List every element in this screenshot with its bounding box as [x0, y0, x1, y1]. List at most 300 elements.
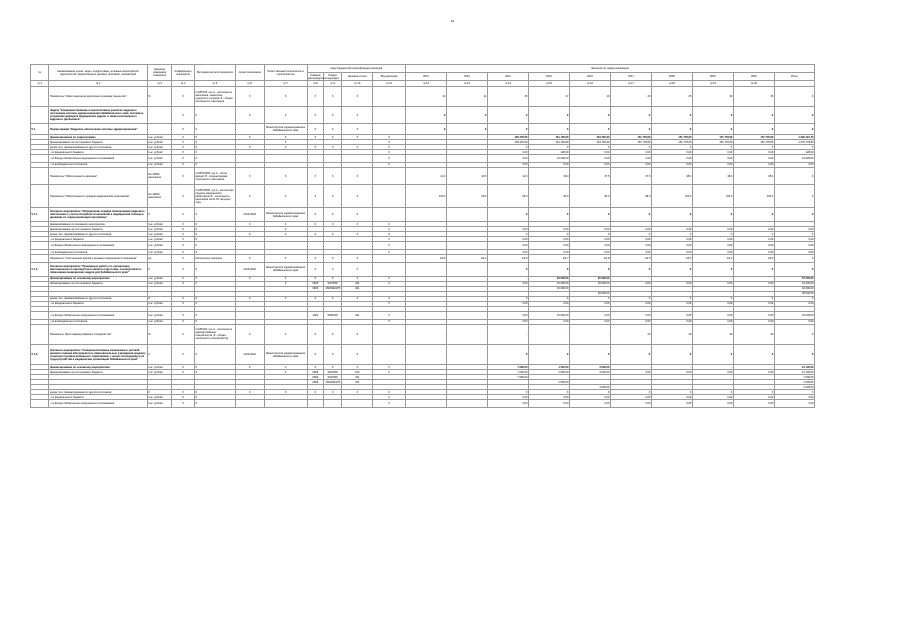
column-number: гр.7 [264, 81, 307, 87]
row-coefficient: Х [172, 296, 195, 301]
row-method: Х [194, 155, 235, 163]
row-year-value: 1/2,4 [446, 255, 487, 263]
row-grbs: Х [307, 185, 323, 208]
row-coefficient: Х [172, 395, 195, 400]
row-coefficient: Х [172, 365, 195, 370]
row-coefficient: Х [172, 145, 195, 150]
row-method: Х [194, 296, 235, 301]
row-year-value: 98,0 [610, 185, 651, 208]
table-row [31, 311, 815, 319]
row-year-value: Х [487, 232, 528, 237]
header-section: Раздел подраздел [324, 73, 342, 81]
row-year-value: 0,00 [733, 162, 774, 167]
row-year-value: 40 [651, 324, 692, 344]
row-year-value: 0,00 [487, 162, 528, 167]
row-year-value: 40 [692, 324, 733, 344]
row-year-value: Х [528, 232, 569, 237]
row-term [235, 400, 264, 408]
row-year-value: 159 378,60 [487, 135, 528, 140]
row-year-value: Х [528, 145, 569, 150]
row-total: 0,00 [774, 242, 814, 250]
row-year-value: 0,00 [651, 162, 692, 167]
row-name: Основное мероприятие "Определение порядка планирования кадрового обеспечения с учетом потребности населения в медицинской помощи в динамике по годам реализации программы" [49, 208, 147, 222]
row-coefficient: Х [172, 124, 195, 135]
row-name: - из федерального бюджета [49, 395, 147, 400]
row-year-value: 0,00 [692, 400, 733, 408]
row-vr: Х [373, 155, 406, 163]
row-year-value: Х [528, 208, 569, 222]
row-csr [342, 400, 373, 408]
row-year-value: 0,00 [651, 281, 692, 286]
row-unit: тыс. рублей [147, 155, 172, 163]
row-year-value: 0,00 [651, 242, 692, 250]
row-csr: 321 [342, 281, 373, 286]
column-number: гр.8 [307, 81, 323, 87]
row-method: Х [194, 344, 235, 364]
row-vr: Х [373, 150, 406, 155]
row-method: Х [194, 319, 235, 324]
row-year-value: 38,3 [692, 167, 733, 184]
row-coefficient: Х [172, 281, 195, 286]
row-section: Х [324, 255, 342, 263]
row-year-value: 0,00 [651, 155, 692, 163]
row-year-value: 0,00 [692, 370, 733, 375]
row-coefficient: Х [172, 227, 195, 232]
row-year-value: - [692, 365, 733, 370]
row-year-value: 19 [569, 87, 610, 107]
row-year-value: Х [446, 107, 487, 124]
row-number: 5.1.1. [31, 208, 49, 222]
row-total: 1 076 778,80 [774, 140, 814, 145]
row-method: Х [194, 262, 235, 276]
row-coefficient: Х [172, 140, 195, 145]
row-coefficient: Х [172, 262, 195, 276]
row-responsible: Министерство здравоохранения Забайкальского края [264, 208, 307, 222]
row-coefficient: Х [172, 87, 195, 107]
row-unit: На 10000 населения [147, 185, 172, 208]
row-vr: Х [373, 250, 406, 255]
row-grbs: 0909 [307, 375, 323, 380]
row-year-value: 0,00 [733, 311, 774, 319]
row-unit: Х [147, 390, 172, 395]
row-year-value: 38,3 [651, 167, 692, 184]
row-grbs [307, 155, 323, 163]
row-year-value: Х [528, 344, 569, 364]
row-year-value: 1/3,0 [692, 255, 733, 263]
row-total: 12 100,00 [774, 370, 814, 375]
row-year-value: Х [569, 208, 610, 222]
row-grbs: Х [307, 145, 323, 150]
row-term: Х [235, 167, 264, 184]
row-year-value: 0,00 [733, 395, 774, 400]
row-number [31, 87, 49, 107]
row-csr: 321 [342, 286, 373, 291]
row-year-value: 0,00 [569, 319, 610, 324]
row-year-value: Х [610, 208, 651, 222]
row-name: Задача "Совершенствование и перспективное развитие кадрового потенциала системы здравоохранения Забайкальского края, поэтапное устранение дефицита медицинских кадров, а также регионального кадрового дисбаланса" [49, 107, 147, 124]
row-year-value: Х [569, 262, 610, 276]
column-number: гр.20 [733, 81, 774, 87]
row-year-value: 151 778,60 [692, 140, 733, 145]
row-csr: Х [342, 222, 373, 227]
row-term: Х [235, 135, 264, 140]
row-vr [373, 344, 406, 364]
row-year-value: Х [528, 296, 569, 301]
row-total: 14 000,00 [774, 155, 814, 163]
header-year: 2014 [487, 73, 528, 81]
row-responsible: Х [264, 324, 307, 344]
row-year-value: 151 778,60 [692, 135, 733, 140]
row-number [31, 185, 49, 208]
row-coefficient: Х [172, 311, 195, 319]
row-csr: Х [342, 296, 373, 301]
row-responsible: Х [264, 167, 307, 184]
row-grbs [307, 242, 323, 250]
row-year-value: Х [487, 296, 528, 301]
row-unit: тыс. рублей [147, 400, 172, 408]
row-coefficient: Х [172, 208, 195, 222]
row-year-value: 1/2,6 [487, 255, 528, 263]
row-year-value: 0,00 [733, 301, 774, 306]
column-number: гр.14 [487, 81, 528, 87]
row-year-value: Х [487, 124, 528, 135]
row-csr: 321 [342, 380, 373, 385]
row-year-value: 0,00 [610, 150, 651, 155]
row-unit [147, 107, 172, 124]
row-year-value: 0,00 [651, 250, 692, 255]
row-grbs: 0909 [307, 286, 323, 291]
row-year-value: Х [528, 107, 569, 124]
row-year-value: Х [692, 262, 733, 276]
row-year-value: - [487, 276, 528, 281]
row-number [31, 242, 49, 250]
row-year-value: 0,00 [651, 319, 692, 324]
row-year-value: 0,00 [610, 250, 651, 255]
row-number [31, 107, 49, 124]
row-year-value: 151 778,60 [733, 140, 774, 145]
row-grbs [307, 400, 323, 408]
row-section: Х [324, 185, 342, 208]
row-year-value: Х [610, 296, 651, 301]
row-year-value: 0,00 [487, 250, 528, 255]
program-table [30, 64, 815, 408]
row-year-value: Х [569, 107, 610, 124]
row-year-value: 0,00 [528, 242, 569, 250]
row-method: Х [194, 227, 235, 232]
header-year: 2016 [569, 73, 610, 81]
row-name: Подпрограмма "Кадровое обеспечение системы здравоохранения" [49, 124, 147, 135]
row-year-value: 42,0 [406, 167, 447, 184]
row-unit: тыс. рублей [147, 250, 172, 255]
row-vr: Х [373, 227, 406, 232]
row-name: - из внебюджетных источников [49, 250, 147, 255]
row-year-value: 11 [446, 87, 487, 107]
row-grbs: Х [307, 208, 323, 222]
row-year-value: 0,00 [733, 319, 774, 324]
row-vr [373, 124, 406, 135]
row-year-value: 161 165,80 [528, 140, 569, 145]
row-total: 1 500,00 [774, 380, 814, 385]
row-unit: На 10000 населения [147, 167, 172, 184]
row-vr: Х [373, 281, 406, 286]
row-year-value: Х [528, 124, 569, 135]
row-year-value: Х [733, 107, 774, 124]
row-year-value: Х [651, 107, 692, 124]
row-unit: тыс. рублей [147, 135, 172, 140]
table-row [31, 255, 815, 263]
row-method: Х [194, 390, 235, 395]
row-year-value: 151 778,60 [733, 135, 774, 140]
column-number: гр.12 [406, 81, 447, 87]
row-csr: Х [342, 390, 373, 395]
row-unit: тыс. рублей [147, 311, 172, 319]
row-csr: 321 [342, 375, 373, 380]
row-vr [373, 185, 406, 208]
row-year-value: 42,0 [487, 167, 528, 184]
row-year-value: 37,5 [610, 167, 651, 184]
header-year: 2019 [692, 73, 733, 81]
row-method: Х [194, 400, 235, 408]
row-term: 2014-2020 [235, 344, 264, 364]
row-total: Х [774, 185, 814, 208]
row-year-value: Х [610, 145, 651, 150]
row-vr: Х [373, 276, 406, 281]
row-year-value: 0,00 [569, 395, 610, 400]
row-name: финансирование за счет краевого бюджета [49, 227, 147, 232]
row-year-value: Х [406, 107, 447, 124]
row-year-value: 0,00 [733, 250, 774, 255]
row-grbs: Х [307, 222, 323, 227]
row-year-value: 3 000,00 [569, 365, 610, 370]
row-year-value: 159 378,60 [487, 140, 528, 145]
row-year-value: 0,00 [651, 370, 692, 375]
row-name: Показатель "Соотношение врачей и среднего медицинского персонала" [49, 255, 147, 263]
column-number: гр.6 [235, 81, 264, 87]
row-year-value: 0,00 [487, 227, 528, 232]
row-year-value [406, 242, 447, 250]
row-year-value: 0,00 [487, 400, 528, 408]
row-year-value: 0,00 [610, 162, 651, 167]
row-term: 2014-2020 [235, 262, 264, 276]
row-vr: Х [373, 370, 406, 375]
row-year-value: Х [610, 390, 651, 395]
row-year-value: 0,00 [528, 162, 569, 167]
row-method: Х [194, 395, 235, 400]
header-year: 2018 [651, 73, 692, 81]
row-total: Х [774, 324, 814, 344]
row-responsible [264, 242, 307, 250]
row-year-value: Х [651, 232, 692, 237]
row-year-value: 161 165,80 [528, 135, 569, 140]
row-year-value [406, 208, 447, 222]
row-year-value: Х [692, 208, 733, 222]
row-year-value: 0,00 [733, 400, 774, 408]
row-year-value: 99,4 [446, 185, 487, 208]
row-year-value: 0,00 [651, 237, 692, 242]
row-total: 41 000,00 [774, 281, 814, 286]
row-total: 0,00 [774, 400, 814, 408]
row-vr: Х [373, 232, 406, 237]
row-term [235, 155, 264, 163]
row-year-value: 151 778,60 [610, 135, 651, 140]
row-grbs: Х [307, 87, 323, 107]
row-year-value: 0,00 [569, 301, 610, 306]
row-year-value: Х [487, 262, 528, 276]
row-year-value: Х [528, 262, 569, 276]
header-name: Наименование целей, задач, подпрограмм, основных мероприятий, мероприятий, ведомственных целевых программ, показателей [49, 65, 147, 81]
row-year-value: 0,00 [610, 301, 651, 306]
row-number [31, 155, 49, 163]
row-year-value: 0,00 [610, 319, 651, 324]
row-year-value: 0,00 [610, 237, 651, 242]
row-year-value: 25 000,00 [569, 291, 610, 296]
row-year-value: Х [446, 124, 487, 135]
row-year-value: Х [610, 262, 651, 276]
row-year-value: Х [733, 262, 774, 276]
row-year-value: 20 [610, 87, 651, 107]
row-year-value: 45 [733, 87, 774, 107]
program-table-sheet [30, 64, 815, 408]
row-number [31, 311, 49, 319]
row-responsible: Х [264, 222, 307, 227]
row-year-value: Х [569, 145, 610, 150]
row-year-value: 0,00 [487, 281, 528, 286]
row-year-value: 7 600,00 [487, 365, 528, 370]
row-method: Х [194, 135, 235, 140]
row-year-value: Х [733, 232, 774, 237]
row-year-value: 0,00 [651, 301, 692, 306]
row-year-value: 14 000,00 [528, 155, 569, 163]
row-year-value: 0,00 [610, 395, 651, 400]
row-year-value [446, 344, 487, 364]
row-csr: Х [342, 262, 373, 276]
row-year-value: Х [610, 232, 651, 237]
row-year-value [446, 262, 487, 276]
row-year-value: 0,00 [487, 155, 528, 163]
row-year-value: 0,00 [528, 227, 569, 232]
row-year-value: 0,00 [692, 311, 733, 319]
row-coefficient: Х [172, 150, 195, 155]
row-csr: Х [342, 324, 373, 344]
row-method: Х [194, 124, 235, 135]
row-year-value: Х [651, 390, 692, 395]
header-year: 2013 [446, 73, 487, 81]
row-year-value: Х [569, 344, 610, 364]
row-vr [373, 208, 406, 222]
row-year-value: 0,00 [569, 250, 610, 255]
row-term: Х [235, 276, 264, 281]
table-row [31, 155, 815, 163]
row-section [324, 155, 342, 163]
row-total: 16 000,00 [774, 286, 814, 291]
row-vr: Х [373, 390, 406, 395]
row-year-value: Х [610, 124, 651, 135]
row-responsible: Х [264, 135, 307, 140]
row-year-value: 0,00 [733, 281, 774, 286]
row-year-value: 164 706,30 [569, 135, 610, 140]
row-coefficient: Х [172, 222, 195, 227]
row-year-value: Х [692, 107, 733, 124]
row-name: финансирование за счет краевого бюджета [49, 281, 147, 286]
row-year-value: 20 [610, 324, 651, 344]
table-header [31, 65, 815, 87]
row-year-value: Х [733, 390, 774, 395]
row-section: Х [324, 222, 342, 227]
row-year-value: 0,00 [610, 242, 651, 250]
row-vr: Х [373, 311, 406, 319]
row-year-value: Х [692, 390, 733, 395]
row-section: Х [324, 232, 342, 237]
row-coefficient: Х [172, 232, 195, 237]
row-unit: тыс. рублей [147, 370, 172, 375]
row-year-value: 0,00 [528, 301, 569, 306]
row-year-value: 0,00 [569, 242, 610, 250]
row-year-value: 0,00 [569, 400, 610, 408]
row-year-value [446, 208, 487, 222]
row-unit: тыс. рублей [147, 222, 172, 227]
row-year-value: Х [692, 296, 733, 301]
row-csr: Х [342, 124, 373, 135]
row-responsible: Министерство здравоохранения Забайкальского края [264, 344, 307, 364]
row-responsible [264, 400, 307, 408]
row-term: Х [235, 107, 264, 124]
row-year-value: 0,00 [487, 311, 528, 319]
row-total: Х [774, 107, 814, 124]
table-row [31, 262, 815, 276]
row-year-value: Х [569, 390, 610, 395]
row-responsible: Х [264, 296, 307, 301]
row-name: кроме того, финансирование из других источников: [49, 296, 147, 301]
row-responsible: Министерство здравоохранения Забайкальского края [264, 124, 307, 135]
row-year-value: - [528, 324, 569, 344]
row-year-value: 38,3 [733, 167, 774, 184]
header-values: Значения по годам реализации [406, 65, 815, 73]
row-year-value: 1/2,7 [528, 255, 569, 263]
row-unit: % [147, 324, 172, 344]
row-grbs: Х [307, 232, 323, 237]
row-name: Показатель "Обеспеченность врачами" [49, 167, 147, 184]
row-year-value: 0,00 [733, 227, 774, 232]
row-grbs: 0909 [307, 281, 323, 286]
column-number: гр.10 [342, 81, 373, 87]
row-year-value: 0,00 [610, 370, 651, 375]
row-section: Х [324, 296, 342, 301]
row-responsible [264, 311, 307, 319]
row-coefficient: Х [172, 370, 195, 375]
row-method: Х [194, 311, 235, 319]
column-number: гр.5 [194, 81, 235, 87]
row-year-value [406, 311, 447, 319]
row-csr: Х [342, 145, 373, 150]
row-responsible: Х [264, 255, 307, 263]
row-year-value: 0,00 [569, 150, 610, 155]
row-vr: Х [373, 301, 406, 306]
table-row [31, 124, 815, 135]
row-year-value: 0,00 [528, 250, 569, 255]
table-row [31, 185, 815, 208]
row-grbs: Х [307, 344, 323, 364]
row-term: Х [235, 255, 264, 263]
header-method: Методика расчета показателя [194, 65, 235, 81]
row-total: 0,00 [774, 319, 814, 324]
row-responsible: Х [264, 370, 307, 375]
row-year-value: 7 600,00 [487, 370, 528, 375]
row-unit: Х [147, 296, 172, 301]
row-year-value: 0,00 [651, 150, 692, 155]
row-section: Х [324, 124, 342, 135]
row-year-value: Х [651, 296, 692, 301]
row-year-value: 128,00 [528, 150, 569, 155]
